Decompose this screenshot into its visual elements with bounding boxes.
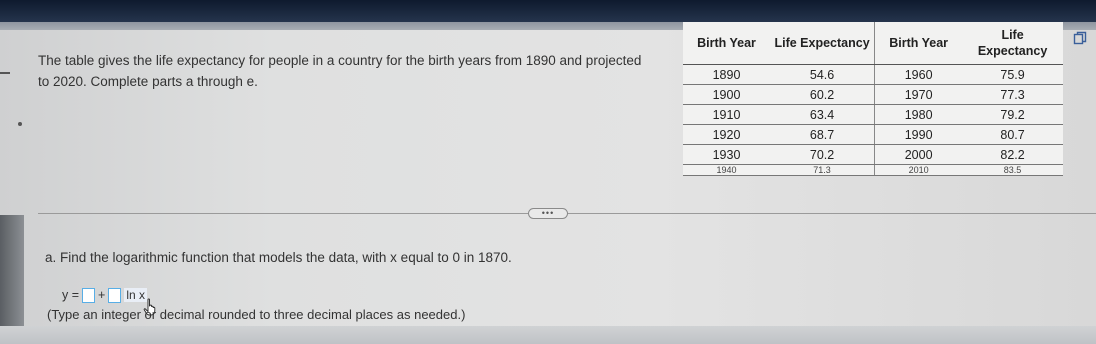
- table-cell: 1940: [683, 165, 770, 176]
- bottom-band: [0, 326, 1096, 344]
- table-row: [683, 85, 1063, 105]
- table-cell: 80.7: [962, 125, 1063, 145]
- left-margin-dot: [18, 122, 22, 126]
- answer-format-hint: (Type an integer or decimal rounded to three decimal places as needed.): [47, 307, 466, 322]
- table-row: [683, 105, 1063, 125]
- table-header-row: [683, 22, 1063, 65]
- table-cell: 54.6: [770, 65, 875, 85]
- collapse-handle[interactable]: •••: [528, 208, 568, 219]
- table-cell: 1900: [683, 85, 770, 105]
- table-cell: 75.9: [962, 65, 1063, 85]
- table-cell: 2010: [875, 165, 963, 176]
- table-cell: 71.3: [770, 165, 875, 176]
- table-row: [683, 165, 1063, 176]
- problem-statement: The table gives the life expectancy for people in a country for the birth years from 1890 and projected to 2020. Complete parts a through e.: [38, 53, 642, 89]
- table-cell: 1960: [875, 65, 963, 85]
- table-row: [683, 125, 1063, 145]
- equation-ln-term: ln x: [126, 288, 146, 302]
- constant-answer-box[interactable]: [82, 288, 95, 303]
- table-cell: 79.2: [962, 105, 1063, 125]
- left-margin-mark: [0, 72, 10, 74]
- table-cell: 70.2: [770, 145, 875, 165]
- life-expectancy-table: [683, 22, 1063, 176]
- table-cell: 83.5: [962, 165, 1063, 176]
- table-row: [683, 145, 1063, 165]
- table-cell: 82.2: [962, 145, 1063, 165]
- answer-equation: [62, 286, 147, 304]
- left-scroll-rail: [0, 215, 24, 344]
- table-cell: 63.4: [770, 105, 875, 125]
- header-life-expectancy-2: Life Expectancy: [962, 22, 1063, 65]
- copy-icon[interactable]: [1073, 31, 1087, 45]
- table-cell: 1990: [875, 125, 963, 145]
- table-cell: 77.3: [962, 85, 1063, 105]
- table-cell: 68.7: [770, 125, 875, 145]
- table-cell: 1930: [683, 145, 770, 165]
- table-cell: 1980: [875, 105, 963, 125]
- header-birth-year: Birth Year: [683, 22, 770, 65]
- equation-plus: +: [98, 288, 106, 302]
- table-cell: 1910: [683, 105, 770, 125]
- table-cell: 2000: [875, 145, 963, 165]
- table-cell: 60.2: [770, 85, 875, 105]
- part-a-question: a. Find the logarithmic function that models the data, with x equal to 0 in 1870.: [45, 250, 512, 265]
- header-life-expectancy: Life Expectancy: [770, 22, 875, 65]
- table-cell: 1920: [683, 125, 770, 145]
- table-cell: 1970: [875, 85, 963, 105]
- equation-lhs: y =: [62, 288, 80, 302]
- table-row: [683, 65, 1063, 85]
- screen-top-band: [0, 0, 1096, 22]
- table-cell: 1890: [683, 65, 770, 85]
- header-birth-year-2: Birth Year: [875, 22, 963, 65]
- coefficient-answer-box[interactable]: [108, 288, 121, 303]
